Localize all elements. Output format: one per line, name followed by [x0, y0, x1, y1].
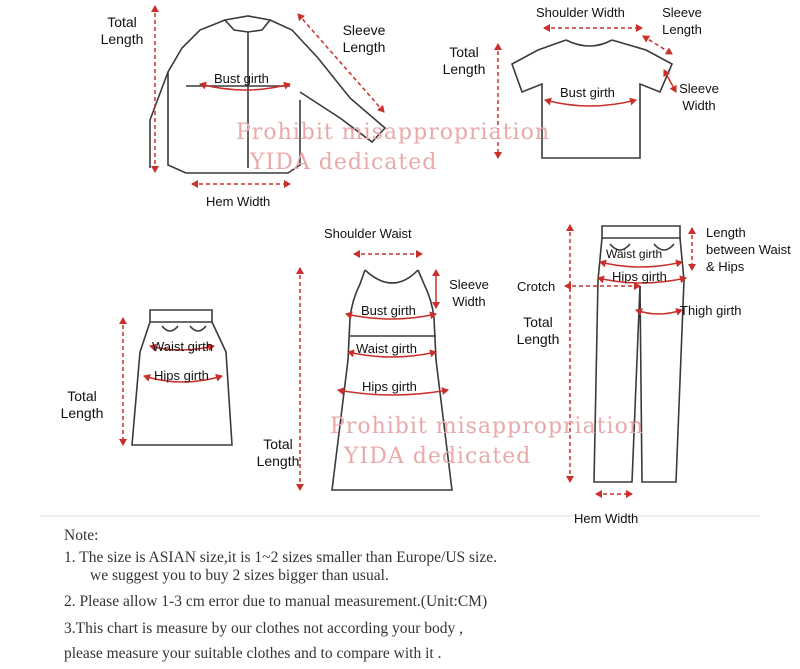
shirt-sleeve-length-label: Sleeve Length [342, 22, 386, 55]
pants-hem-width-label: Hem Width [574, 511, 639, 526]
dress-sleeve-width-label: Sleeve Width [449, 277, 489, 309]
tshirt-bust-girth-label: Bust girth [560, 85, 615, 100]
dress-waist-girth-label: Waist girth [356, 341, 417, 356]
note-line-1: 1. The size is ASIAN size,it is 1~2 sizes smaller than Europe/US size. [64, 549, 497, 566]
pants-crotch-label: Crotch [517, 279, 556, 294]
tshirt-sleeve-width-label: Sleeve Width [679, 81, 719, 113]
note-line-1b: we suggest you to buy 2 sizes bigger than usual. [90, 567, 389, 584]
dress-total-length-label: Total Length [256, 436, 300, 469]
dress-bust-girth-label: Bust girth [361, 303, 416, 318]
pants-measure-lines [565, 225, 692, 494]
shirt-bust-girth-label: Bust girth [214, 71, 269, 86]
pants-thigh-girth-label: Thigh girth [680, 303, 742, 318]
skirt-hips-girth-label: Hips girth [154, 368, 209, 383]
note-line-3: 3.This chart is measure by our clothes not according your body , [64, 620, 464, 637]
shirt-hem-width-label: Hem Width [206, 194, 271, 209]
note-line-3b: please measure your suitable clothes and to compare with it . [64, 645, 442, 662]
notes-title: Note: [64, 527, 99, 544]
note-line-2: 2. Please allow 1-3 cm error due to manual measurement.(Unit:CM) [64, 593, 488, 610]
skirt-total-length-label: Total Length [60, 388, 104, 421]
watermark-top-line2: YIDA dedicated [250, 150, 438, 175]
watermark-top-line1: Prohibit misappropriation [236, 120, 550, 145]
dress-shoulder-waist-label: Shoulder Waist [324, 226, 412, 241]
tshirt-sleeve-length-label: Sleeve Length [662, 5, 702, 37]
tshirt-shoulder-width-label: Shoulder Width [536, 5, 625, 20]
pants-total-length-label: Total Length [516, 314, 560, 347]
dress-hips-girth-label: Hips girth [362, 379, 417, 394]
tshirt-total-length-label: Total Length [442, 44, 486, 77]
watermark-bottom-line2: YIDA dedicated [344, 444, 532, 469]
shirt-total-length-label: Total Length [100, 14, 144, 47]
pants-waist-girth-label: Waist girth [606, 247, 663, 261]
pants-hips-girth-label: Hips girth [612, 269, 667, 284]
pants-length-between-label: Length between Waist & Hips [706, 225, 791, 274]
skirt-waist-girth-label: Waist girth [152, 339, 213, 354]
watermark-bottom-line1: Prohibit misappropriation [330, 414, 644, 439]
